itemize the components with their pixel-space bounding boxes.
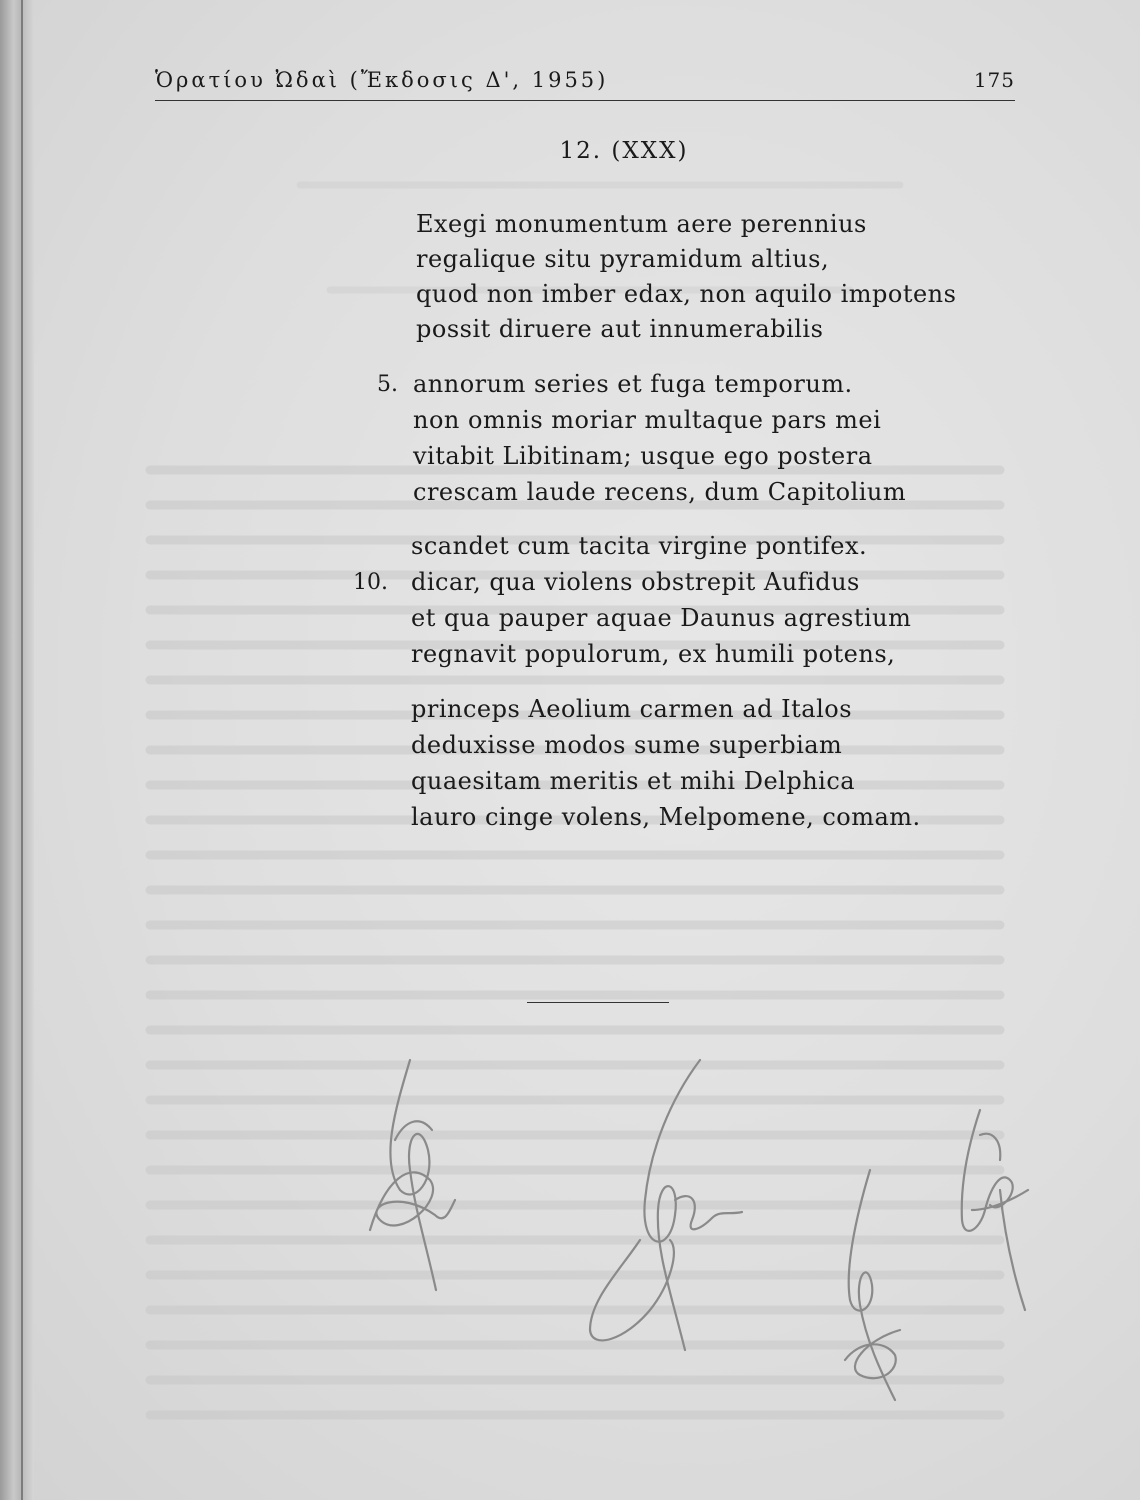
line-number-10: 10. <box>353 570 388 595</box>
poem-line: quaesitam meritis et mihi Delphica <box>411 767 856 795</box>
signature-2 <box>590 1060 742 1350</box>
poem-line: quod non imber edax, non aquilo impotens <box>416 280 957 308</box>
poem-line: vitabit Libitinam; usque ego postera <box>413 442 873 470</box>
header-title: Ὁρατίου Ὠδαὶ (Ἔκδοσις Δ', 1955) <box>155 68 609 92</box>
poem-number: 12. (XXX) <box>559 138 689 164</box>
poem-line: possit diruere aut innumerabilis <box>416 315 824 343</box>
signature-1 <box>370 1060 455 1290</box>
line-number-5: 5. <box>377 372 398 397</box>
poem-line: scandet cum tacita virgine pontifex. <box>411 532 868 560</box>
poem-line: lauro cinge volens, Melpomene, comam. <box>411 803 921 831</box>
page-number: 175 <box>973 68 1015 92</box>
signature-3 <box>845 1170 900 1400</box>
poem-line: dicar, qua violens obstrepit Aufidus <box>411 568 860 596</box>
poem-line: princeps Aeolium carmen ad Italos <box>411 695 853 723</box>
section-divider <box>527 1002 669 1003</box>
signature-4 <box>962 1110 1028 1310</box>
poem-line: crescam laude recens, dum Capitolium <box>413 478 907 506</box>
poem-line: regalique situ pyramidum altius, <box>416 245 830 273</box>
poem-line: Exegi monumentum aere perennius <box>416 210 867 238</box>
poem-line: non omnis moriar multaque pars mei <box>413 406 882 434</box>
poem-line: et qua pauper aquae Daunus agrestium <box>411 604 912 632</box>
running-head <box>155 64 1015 101</box>
poem-line: regnavit populorum, ex humili potens, <box>411 640 896 668</box>
poem-line: deduxisse modos sume superbiam <box>411 731 843 759</box>
pencil-signatures <box>340 1040 1060 1440</box>
poem-line: annorum series et fuga temporum. <box>413 370 853 398</box>
